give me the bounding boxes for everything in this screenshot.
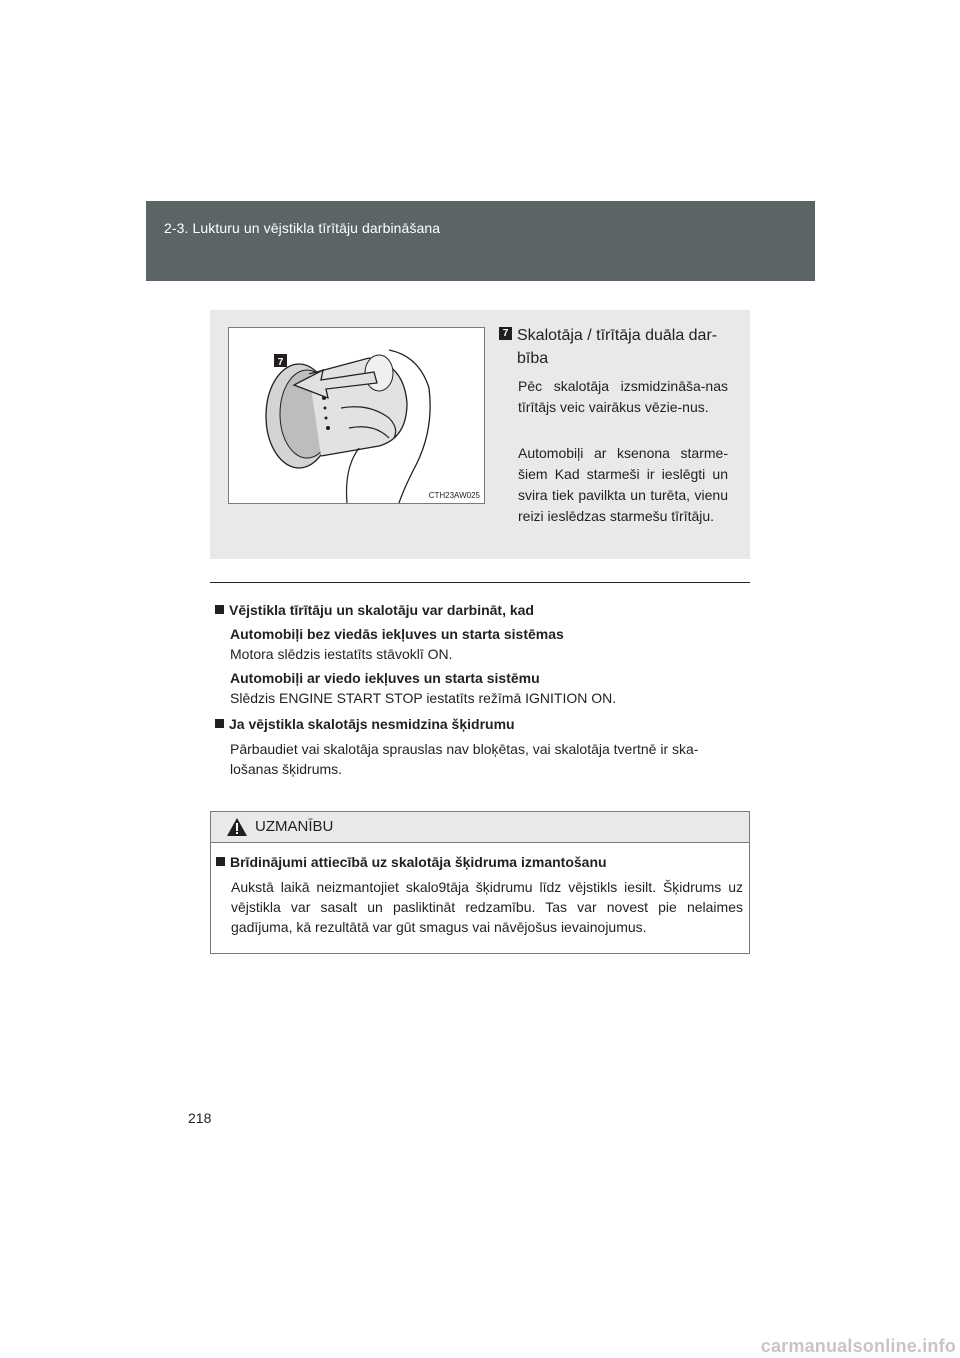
caution-box [210, 811, 750, 954]
bullet-square-icon [215, 605, 224, 614]
notes-section [215, 600, 745, 779]
item-paragraph: Pēc skalotāja izsmidzināša-nas tīrītājs veic vairākus vēzie-nus. [518, 378, 728, 415]
section-header-bar [146, 201, 815, 281]
note-heading-text: Vējstikla tīrītāju un skalotāju var darbināt, kad [229, 602, 534, 618]
note-heading-text: Ja vējstikla skalotājs nesmidzina šķidrumu [229, 716, 515, 732]
note-subheading: Automobiļi bez viedās iekļuves un starta sistēmas [230, 626, 564, 642]
section-title: 2-3. Lukturu un vējstikla tīrītāju darbināšana [164, 220, 441, 236]
caution-header [211, 812, 749, 843]
caution-text: Aukstā laikā neizmantojiet skalo9tāja šķidrumu līdz vējstikls iesilt. Šķidrums uz vējstikla var sasalt un pasliktināt redzamību. Tas var novest pie nelaimes gadījuma, kā rezultātā var gūt smagus vai nāvējošus ievainojumus. [231, 879, 743, 935]
site-watermark: carmanualsonline.info [760, 1336, 956, 1356]
figure-badge-text: 7 [277, 357, 284, 368]
caution-body [216, 852, 743, 937]
wiper-lever-illustration [229, 328, 484, 503]
note-text: Motora slēdzis iestatīts stāvoklī ON. [230, 646, 453, 662]
bullet-square-icon [215, 719, 224, 728]
note-subheading: Automobiļi ar viedo iekļuves un starta sistēmu [230, 670, 540, 686]
note-text: Slēdzis ENGINE START STOP iestatīts režīmā IGNITION ON. [230, 690, 617, 706]
caution-heading-text: Brīdinājumi attiecībā uz skalotāja šķidruma izmantošanu [230, 854, 607, 870]
item-number-badge: 7 [499, 327, 512, 340]
section-divider [210, 582, 750, 583]
note-text: Pārbaudiet vai skalotāja sprauslas nav bloķētas, vai skalotāja tvertnē ir ska-lošanas šķidrums. [230, 741, 699, 777]
bullet-square-icon [216, 857, 225, 866]
item-title: Skalotāja / tīrītāja duāla dar-bība [517, 327, 718, 367]
caution-title: UZMANĪBU [255, 818, 334, 835]
item-paragraph: Automobiļi ar ksenona starme-šiem Kad starmeši ir ieslēgti un svira tiek pavilkta un turēta, vienu reizi ieslēdzas starmešu tīrītāju. [518, 445, 728, 524]
warning-triangle-icon [226, 817, 248, 837]
note-heading [215, 600, 745, 620]
note-heading [215, 714, 745, 734]
caution-heading [216, 852, 743, 872]
figure-code: CTH23AW025 [428, 491, 480, 500]
page-number: 218 [188, 1110, 212, 1126]
figure-illustration [228, 327, 485, 504]
figure-panel [210, 310, 750, 559]
